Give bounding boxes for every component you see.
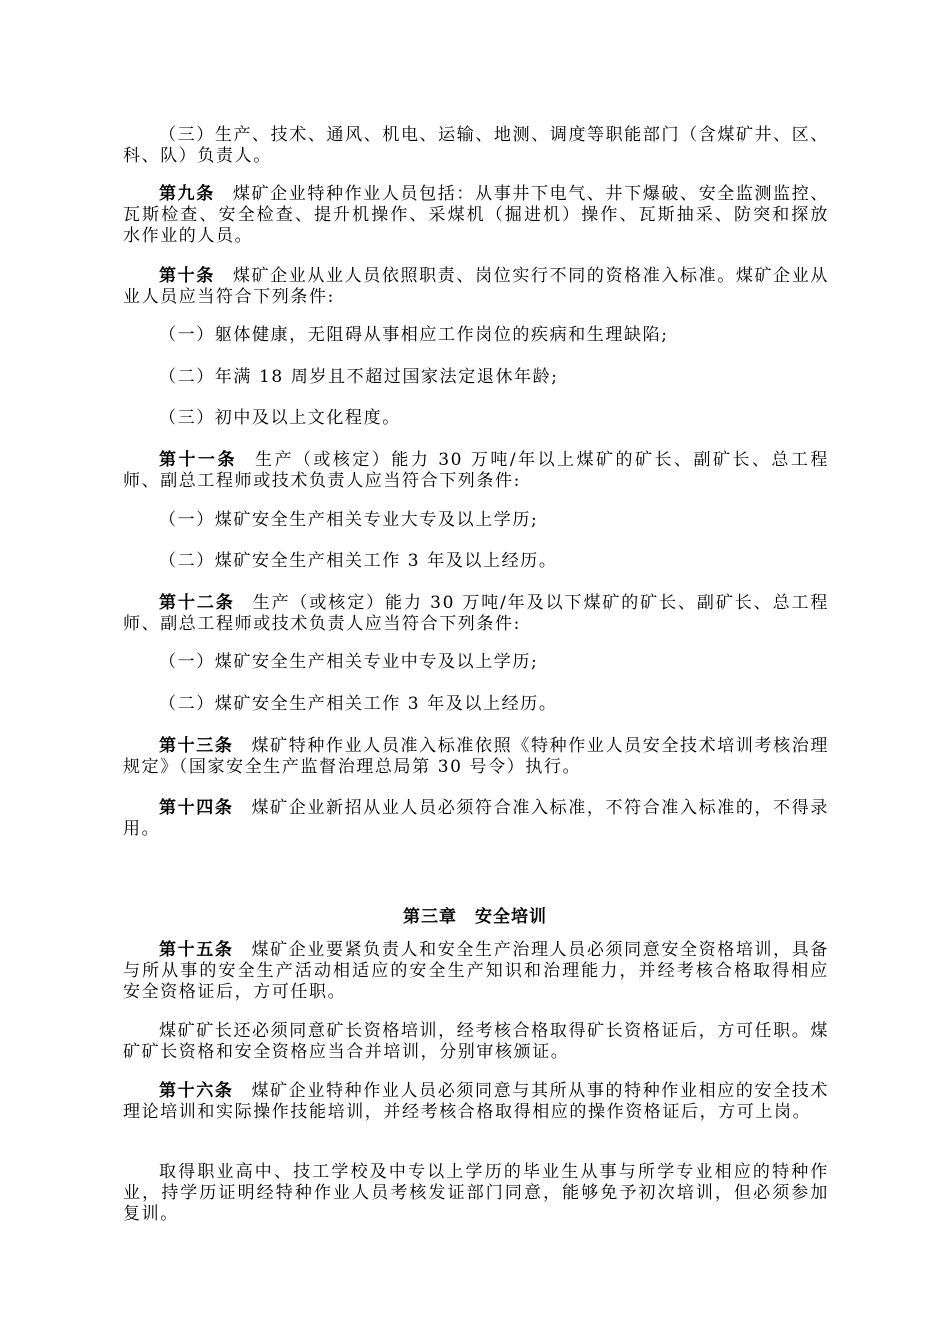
article-text: 煤矿企业新招从业人员必须符合准入标准，不符合准入标准的，不得录用。 [123, 798, 829, 839]
article-text: 生产（或核定）能力 30 万吨/年及以下煤矿的矿长、副矿长、总工程师、副总工程师或技术负责人应当符合下列条件: [123, 593, 829, 634]
article-14 [123, 798, 829, 840]
article-number: 第十五条 [159, 940, 234, 960]
article-9 [123, 184, 829, 247]
article-number: 第十条 [159, 266, 215, 286]
paragraph-item-3 [123, 125, 829, 167]
list-item [123, 551, 829, 572]
article-number: 第十六条 [159, 1081, 234, 1101]
article-text: 生产（或核定）能力 30 万吨/年以上煤矿的矿长、副矿长、总工程师、副总工程师或技术负责人应当符合下列条件: [123, 450, 829, 491]
list-item [123, 694, 829, 715]
list-item-text: （二）煤矿安全生产相关工作 3 年及以上经历。 [159, 551, 558, 571]
list-item [123, 408, 829, 429]
list-item-text: （一）煤矿安全生产相关专业大专及以上学历; [159, 510, 539, 530]
list-item-text: （一）躯体健康，无阻碍从事相应工作岗位的疾病和生理缺陷; [159, 325, 669, 345]
chapter-heading: 第三章 安全培训 [403, 907, 547, 927]
article-15 [123, 940, 829, 1003]
article-number: 第十一条 [159, 450, 237, 470]
paragraph-text: 煤矿矿长还必须同意矿长资格培训，经考核合格取得矿长资格证后，方可任职。煤矿矿长资格和安全资格应当合并培训，分别审核颁证。 [123, 1021, 829, 1062]
article-number: 第十二条 [159, 593, 235, 613]
list-item [123, 510, 829, 531]
article-11 [123, 450, 829, 492]
article-text: 煤矿企业要紧负责人和安全生产治理人员必须同意安全资格培训，具备与所从事的安全生产活动相适应的安全生产知识和治理能力，并经考核合格取得相应安全资格证后，方可任职。 [123, 940, 829, 1002]
article-text: 煤矿企业从业人员依照职责、岗位实行不同的资格准入标准。煤矿企业从业人员应当符合下列条件: [123, 266, 829, 307]
article-text: 煤矿特种作业人员准入标准依照《特种作业人员安全技术培训考核治理规定》（国家安全生产监督治理总局第 30 号令）执行。 [123, 736, 829, 777]
list-item-text: （一）煤矿安全生产相关专业中专及以上学历; [159, 652, 539, 672]
paragraph-mine-director-training [123, 1021, 829, 1063]
article-text: 煤矿企业特种作业人员包括：从事井下电气、井下爆破、安全监测监控、瓦斯检查、安全检查、提升机操作、采煤机（掘进机）操作、瓦斯抽采、防突和探放水作业的人员。 [123, 184, 829, 246]
article-number: 第九条 [159, 184, 215, 204]
article-13 [123, 736, 829, 778]
list-item [123, 325, 829, 346]
paragraph-text: 取得职业高中、技工学校及中专以上学历的毕业生从事与所学专业相应的特种作业，持学历证明经特种作业人员考核发证部门同意，能够免予初次培训，但必须参加复训。 [123, 1162, 829, 1224]
article-number: 第十四条 [159, 798, 234, 818]
article-text: 煤矿企业特种作业人员必须同意与其所从事的特种作业相应的安全技术理论培训和实际操作技能培训，并经考核合格取得相应的操作资格证后，方可上岗。 [123, 1081, 829, 1122]
list-item-text: （三）初中及以上文化程度。 [159, 408, 401, 428]
list-item [123, 652, 829, 673]
article-number: 第十三条 [159, 736, 234, 756]
article-16 [123, 1081, 829, 1123]
article-10 [123, 266, 829, 308]
article-12 [123, 593, 829, 635]
list-item-text: （二）年满 18 周岁且不超过国家法定退休年龄; [159, 367, 559, 387]
list-item-text: （二）煤矿安全生产相关工作 3 年及以上经历。 [159, 694, 558, 714]
paragraph-text: （三）生产、技术、通风、机电、运输、地测、调度等职能部门（含煤矿井、区、科、队）负责人。 [123, 125, 829, 166]
list-item [123, 367, 829, 388]
paragraph-graduate-exemption [123, 1162, 829, 1225]
